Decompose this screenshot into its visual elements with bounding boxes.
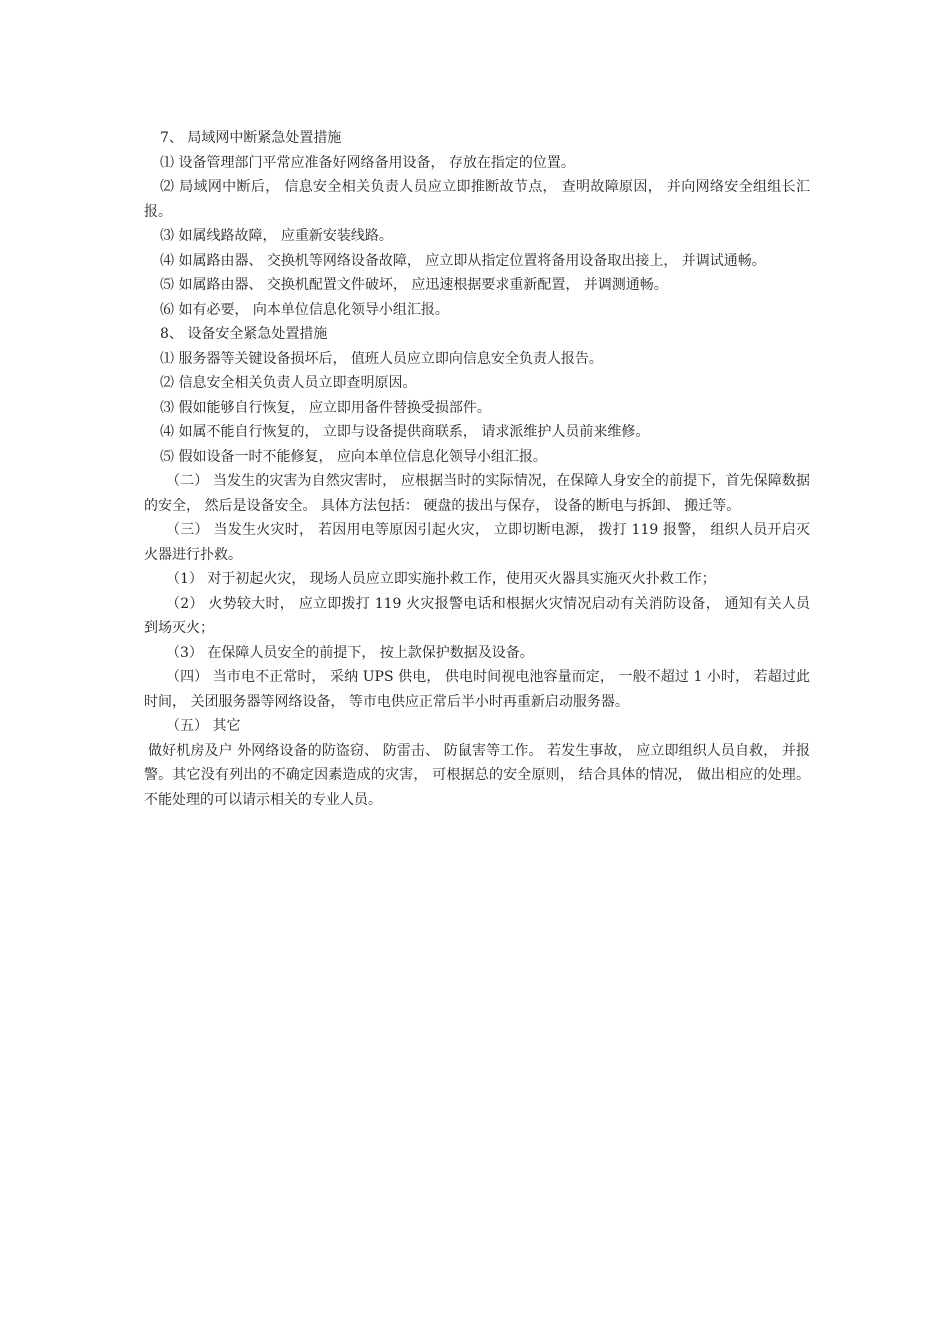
section-heading-other: （五） 其它 <box>166 718 241 734</box>
section-heading-device: 8、 设备安全紧急处置措施 <box>160 326 328 342</box>
list-item: ⑷ 如属不能自行恢复的， 立即与设备提供商联系， 请求派维护人员前来维修。 <box>160 424 650 440</box>
list-item: ⑸ 如属路由器、 交换机配置文件破坏， 应迅速根据要求重新配置， 并调测通畅。 <box>160 277 668 293</box>
list-item: ⑶ 假如能够自行恢复， 应立即用备件替换受损部件。 <box>160 399 491 416</box>
list-item: ⑸ 假如设备一时不能修复， 应向本单位信息化领导小组汇报。 <box>160 448 547 465</box>
paragraph-fire: （三） 当发生火灾时， 若因用电等原因引起火灾， 立即切断电源， 拨打 119 报警， 组织人员开启灭火器进行扑救。 <box>144 522 810 563</box>
list-item: ⑷ 如属路由器、 交换机等网络设备故障， 应立即从指定位置将备用设备取出接上， 并调试通畅。 <box>160 252 766 269</box>
list-item: ⑵ 局域网中断后， 信息安全相关负责人员应立即推断故节点， 查明故障原因， 并向网络安全组组长汇报。 <box>144 179 810 220</box>
paragraph-natural-disaster: （二） 当发生的灾害为自然灾害时， 应根据当时的实际情况，在保障人身安全的前提下，首先保障数据的安全， 然后是设备安全。 具体方法包括： 硬盘的拔出与保存， 设备的断电与拆卸、 搬迁等。 <box>144 473 810 514</box>
list-item: ⑶ 如属线路故障， 应重新安装线路。 <box>160 228 393 244</box>
list-item: （3） 在保障人员安全的前提下， 按上款保护数据及设备。 <box>166 644 534 661</box>
list-item: （1） 对于初起火灾， 现场人员应立即实施扑救工作，使用灭火器具实施灭火扑救工作； <box>166 571 716 587</box>
list-item: ⑵ 信息安全相关负责人员立即查明原因。 <box>160 375 417 391</box>
section-heading-lan: 7、 局域网中断紧急处置措施 <box>160 130 342 146</box>
list-item: ⑴ 服务器等关键设备损坏后， 值班人员应立即向信息安全负责人报告。 <box>160 350 603 367</box>
list-item: ⑴ 设备管理部门平常应准备好网络备用设备， 存放在指定的位置。 <box>160 154 575 171</box>
list-item: （2） 火势较大时， 应立即拨打 119 火灾报警电话和根据火灾情况启动有关消防设备， 通知有关人员到场灭火； <box>144 595 810 636</box>
list-item: ⑹ 如有必要， 向本单位信息化领导小组汇报。 <box>160 301 449 318</box>
paragraph-power: （四） 当市电不正常时， 采纳 UPS 供电， 供电时间视电池容量而定， 一般不超过 1 小时， 若超过此时间， 关团服务器等网络设备， 等市电供应正常后半小时再重新启动服务器。 <box>144 669 810 710</box>
paragraph-other: 做好机房及户 外网络设备的防盗窃、 防雷击、 防鼠害等工作。 若发生事故， 应立即组织人员自救， 并报警。其它没有列出的不确定因素造成的灾害， 可根据总的安全原则， 结合具体的情况， 做出相应的处理。 不能处理的可以请示相关的专业人员。 <box>144 742 810 808</box>
document-body <box>144 126 810 812</box>
